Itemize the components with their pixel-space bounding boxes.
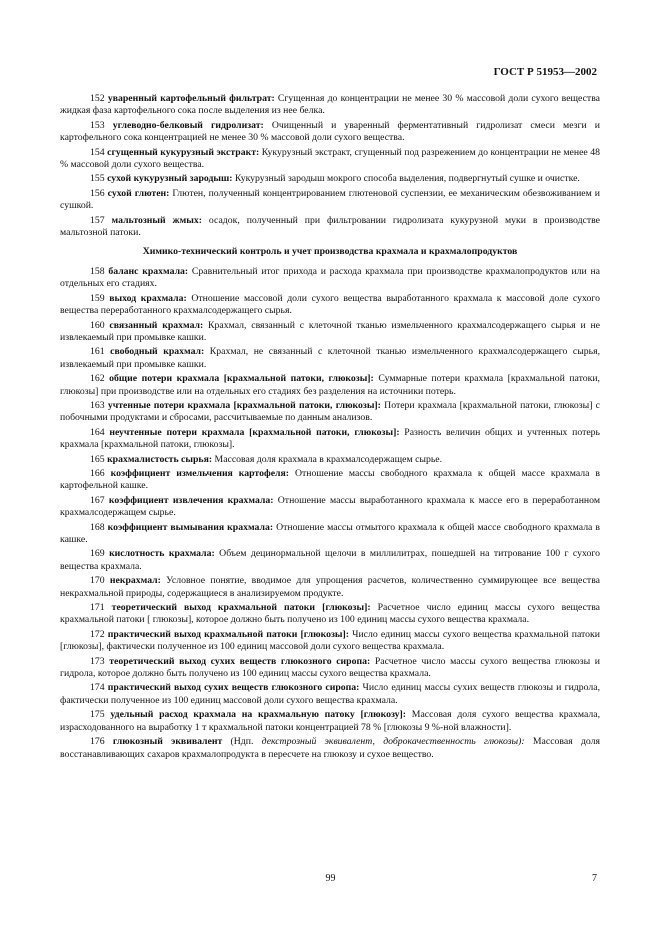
entry-term: некрахмал: (109, 575, 161, 587)
entry-definition: Число единиц массы сухих веществ глюкозы и гидрола, фактически полученное из 100 единиц массовой доли сухого вещества крахмала. (60, 682, 601, 706)
entry-number: 166 (90, 467, 105, 479)
entry-171 (60, 602, 600, 627)
entry-definition: Расчетное число массы сухого вещества глюкозы и гидрола, которое должно быть получено из 100 единиц массы сухого вещества крахмала. (60, 655, 601, 680)
entry-168 (60, 522, 600, 547)
entry-number: 170 (90, 575, 105, 587)
entry-160 (60, 320, 600, 345)
entry-term: баланс крахмала: (108, 265, 189, 277)
entry-159 (60, 293, 600, 318)
entry-note: (Ндп. (222, 736, 262, 748)
entry-definition: Массовая доля сухого вещества крахмала, израсходованного на выработку 1 т крахмальной патоки концентрацией 78 % [глюкозы 9 %-ной влажности]. (60, 709, 601, 733)
entry-158 (60, 266, 600, 291)
entry-number: 158 (90, 265, 105, 277)
entry-term: теоретический выход крахмальной патоки [глюкозы]: (111, 602, 371, 614)
entries-top (60, 93, 600, 239)
entry-term: сгущенный кукурузный экстракт: (107, 146, 260, 158)
entry-number: 155 (90, 173, 105, 185)
entry-definition: Массовая доля восстанавливающих сахаров крахмалопродукта в пересчете на глюкозу и сухое вещество. (60, 736, 601, 760)
entry-number: 164 (90, 426, 105, 438)
entry-term: уваренный картофельный фильтрат: (107, 93, 275, 104)
entry-165 (60, 454, 600, 466)
entry-term: теоретический выход сухих веществ глюкозного сиропа: (109, 655, 371, 667)
entry-number: 161 (90, 346, 105, 358)
page-number: 99 (325, 873, 336, 884)
entry-term: неучтенные потери крахмала [крахмальной патоки, глюкозы]: (109, 426, 400, 438)
entry-definition: Кукурузный зародыш мокрого способа выделения, подвергнутый сушке и очистке. (232, 173, 580, 185)
entry-number: 154 (90, 146, 105, 158)
entry-170 (60, 575, 600, 600)
entry-156 (60, 188, 600, 213)
entry-definition: Сгущенная до концентрации не менее 30 % массовой доли сухого вещества жидкая фаза картофельного сока после выделения из нее белка. (60, 93, 601, 117)
entry-number: 163 (90, 399, 105, 411)
entry-term: выход крахмала: (109, 292, 187, 304)
entry-152 (60, 93, 600, 118)
entry-number: 153 (90, 119, 105, 131)
entry-term: практический выход крахмальной патоки [глюкозы]: (107, 628, 349, 640)
entry-definition: Расчетное число единиц массы сухого вещества крахмальной патоки [ глюкозы], которое должно быть получено из 100 единиц массы сухого вещества крахмала. (60, 602, 601, 626)
entry-175 (60, 709, 600, 734)
entry-number: 152 (90, 93, 105, 104)
entry-definition: Разность величин общих и учтенных потерь крахмала [крахмальной патоки, глюкозы]. (60, 426, 600, 451)
document-header: ГОСТ Р 51953—2002 (493, 66, 597, 78)
entry-162 (60, 373, 600, 398)
entry-definition: Отношение массы выработанного крахмала к массе его в переработанном крахмалсодержащем сырье. (60, 494, 600, 519)
document-body (60, 93, 600, 763)
entry-term: учтенные потери крахмала [крахмальной патоки, глюкозы]: (107, 399, 381, 411)
entry-definition: Крахмал, связанный с клеточной тканью измельченного крахмалсодержащего сырья и не извлекаемый при промывке кашки. (60, 319, 601, 343)
entry-number: 157 (90, 214, 105, 226)
entry-term: практический выход сухих веществ глюкозного сиропа: (107, 682, 360, 694)
entry-definition: Крахмал, не связанный с клеточной тканью измельченного крахмалсодержащего сырья, извлекаемый при промывке кашки. (60, 346, 601, 370)
entry-164 (60, 427, 600, 452)
entry-number: 171 (90, 602, 105, 614)
entry-term: сухой глютен: (107, 187, 170, 199)
entry-definition: Потери крахмала [крахмальной патоки, глюкозы] с побочными продуктами и сбросами, рассчитываемые по данным анализов. (60, 399, 601, 424)
entry-155 (60, 173, 600, 185)
entry-number: 176 (90, 736, 105, 748)
entry-number: 175 (90, 709, 105, 721)
entry-number: 172 (90, 628, 105, 640)
entries-bottom (60, 266, 600, 734)
entry-term: коэффициент вымывания крахмала: (107, 521, 274, 533)
entry-174 (60, 682, 600, 707)
entry-definition: Объем децинормальной щелочи в миллилитрах, пошедшей на титрование 100 г сухого вещества крахмала. (60, 548, 601, 572)
entry-term: глюкозный эквивалент (112, 736, 223, 748)
entry-163 (60, 400, 600, 425)
entry-term: кислотность крахмала: (109, 548, 215, 560)
entry-definition: Суммарные потери крахмала [крахмальной патоки, глюкозы] при производстве или на отдельных его стадиях без разделения на источники потерь. (60, 373, 600, 397)
entry-176 (60, 736, 600, 761)
entry-number: 159 (90, 292, 105, 304)
entry-167 (60, 495, 600, 520)
entry-term: общие потери крахмала [крахмальной патоки, глюкозы]: (109, 373, 374, 385)
entry-number: 169 (90, 548, 105, 560)
entry-definition: осадок, полученный при фильтровании гидролизата кукурузной муки в производстве мальтозной патоки. (60, 214, 600, 239)
entry-157 (60, 215, 600, 240)
entry-161 (60, 346, 600, 371)
entry-number: 168 (90, 521, 105, 533)
entry-definition: Условное понятие, вводимое для упрощения расчетов, количественно суммирующее все вещества некрахмальной природы, содержащиеся в анализируемом продукте. (60, 575, 600, 599)
entry-number: 165 (90, 453, 105, 465)
entry-154 (60, 147, 600, 172)
entry-term: удельный расход крахмала на крахмальную патоку [глюкозу]: (110, 709, 407, 721)
entry-definition: Массовая доля крахмала в крахмалсодержащем сырье. (212, 453, 443, 465)
entry-number: 174 (90, 682, 105, 694)
entry-169 (60, 548, 600, 573)
entry-number: 160 (90, 319, 105, 331)
entry-number: 162 (90, 373, 105, 385)
entry-definition: Сравнительный итог прихода и расхода крахмала при производстве крахмалопродуктов или на отдельных его стадиях. (60, 265, 600, 290)
entry-153 (60, 120, 600, 145)
entry-172 (60, 629, 600, 654)
entry-definition: Число единиц массы сухого вещества крахмальной патоки [глюкозы], фактически полученное из 100 единиц массовой доли сухого вещества крахмала. (60, 628, 600, 653)
entry-term: коэффициент измельчения картофеля: (110, 467, 290, 479)
entry-definition: Глютен, полученный концентрированием глютеновой суспензии, ее механическим обезвоживанием и сушкой. (60, 187, 600, 212)
entry-term: свободный крахмал: (110, 346, 205, 358)
entry-term: крахмалистость сырья: (107, 453, 213, 465)
entry-166 (60, 468, 600, 493)
entry-definition: Отношение массы свободного крахмала к общей массе крахмала в картофельной кашке. (60, 467, 601, 492)
entry-term: сухой кукурузный зародыш: (107, 173, 233, 185)
entry-number: 173 (90, 655, 105, 667)
entry-term: коэффициент извлечения крахмала: (108, 494, 274, 506)
entry-note-italic: декстрозный эквивалент, доброкачественность глюкозы): (261, 736, 525, 748)
entry-term: углеводно-белковый гидролизат: (112, 119, 264, 131)
entry-definition: Отношение массовой доли сухого вещества выработанного крахмала к массовой доле сухого вещества переработанного крахмалсодержащего сырья. (60, 292, 601, 317)
entry-term: связанный крахмал: (109, 319, 204, 331)
entry-definition: Очищенный и уваренный ферментативный гидролизат смеси мезги и картофельного сока концентрацией не менее 30 % массовой доли сухого вещества. (60, 119, 600, 144)
entry-number: 156 (90, 187, 105, 199)
entry-term: мальтозный жмых: (111, 214, 202, 226)
entry-173 (60, 656, 600, 681)
entry-definition: Отношение массы отмытого крахмала к общей массе свободного крахмала в кашке. (60, 521, 600, 545)
entry-number: 167 (90, 494, 105, 506)
sheet-number: 7 (592, 873, 597, 884)
section-title: Химико-технический контроль и учет производства крахмала и крахмалопродуктов (142, 246, 518, 258)
entry-definition: Кукурузный экстракт, сгущенный под разрежением до концентрации не менее 48 % массовой доли сухого вещества. (60, 146, 601, 171)
